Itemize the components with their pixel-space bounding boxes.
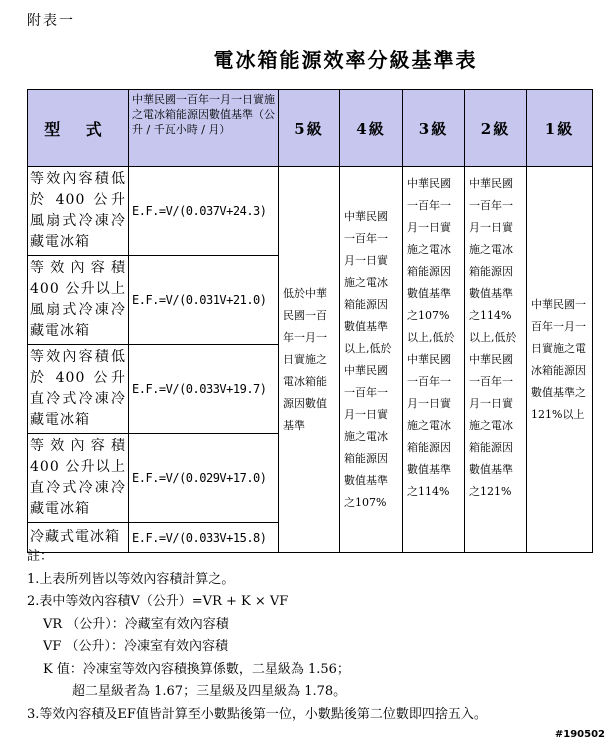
- row-formula: E.F.=V/(0.033V+15.8): [129, 523, 279, 553]
- row-formula: E.F.=V/(0.033V+19.7): [129, 345, 279, 434]
- grade-5-criteria: 低於中華民國一百年一月一日實施之電冰箱能源因數值基準: [279, 167, 340, 553]
- grade-4-criteria: 中華民國一百年一月一日實施之電冰箱能源因數值基準以上,低於中華民國一百年一月一日實施之電冰箱能源因數值基準之107%: [340, 167, 403, 553]
- grade-1-criteria: 中華民國一百年一月一日實施之電冰箱能源因數值基準之121%以上: [527, 167, 593, 553]
- note-1: 1.上表所列皆以等效內容積計算之。: [27, 571, 235, 587]
- grade-2-criteria: 中華民國一百年一月一日實施之電冰箱能源因數值基準之114%以上,低於中華民國一百年一月一日實施之電冰箱能源因數值基準之121%: [465, 167, 527, 553]
- header-grade-3: 3級: [403, 90, 465, 167]
- document-id-tag: #190502: [554, 729, 605, 740]
- note-vf: VF （公升）：冷凍室有效內容積: [43, 639, 229, 654]
- header-type: 型 式: [28, 90, 129, 167]
- table-row: [28, 167, 593, 256]
- row-formula: E.F.=V/(0.037V+24.3): [129, 167, 279, 256]
- annex-label: 附表一: [27, 13, 75, 29]
- efficiency-table: [27, 89, 593, 553]
- row-label: 等效內容積400 公升以上直冷式冷凍冷藏電冰箱: [28, 434, 129, 523]
- row-label: 等效內容積400 公升以上風扇式冷凍冷藏電冰箱: [28, 256, 129, 345]
- note-3: 3.等效內容積及EF值皆計算至小數點後第一位，小數點後第二位數即四捨五入。: [27, 706, 487, 722]
- table-header-row: [28, 90, 593, 167]
- note-k-value: K 值：冷凍室等效內容積換算係數，二星級為 1.56；: [43, 661, 350, 677]
- header-base: 中華民國一百年一月一日實施之電冰箱能源因數值基準（公升 / 千瓦小時 / 月）: [129, 90, 279, 167]
- note-vr: VR （公升）：冷藏室有效內容積: [43, 616, 229, 632]
- row-formula: E.F.=V/(0.031V+21.0): [129, 256, 279, 345]
- page-title: 電冰箱能源效率分級基準表: [213, 48, 478, 72]
- row-label: 等效內容積低於 400 公升直冷式冷凍冷藏電冰箱: [28, 345, 129, 434]
- header-grade-2: 2級: [465, 90, 527, 167]
- header-grade-5: 5級: [279, 90, 340, 167]
- note-2: 2.表中等效內容積V（公升）=VR + K × VF: [27, 594, 289, 609]
- header-grade-4: 4級: [340, 90, 403, 167]
- header-grade-1: 1級: [527, 90, 593, 167]
- row-label: 等效內容積低於 400 公升風扇式冷凍冷藏電冰箱: [28, 167, 129, 256]
- row-formula: E.F.=V/(0.029V+17.0): [129, 434, 279, 523]
- note-k-value-cont: 超二星級者為 1.67；三星級及四星級為 1.78。: [72, 684, 347, 699]
- notes-heading: 註：: [27, 549, 54, 564]
- grade-3-criteria: 中華民國一百年一月一日實施之電冰箱能源因數值基準之107%以上,低於中華民國一百年一月一日實施之電冰箱能源因數值基準之114%: [403, 167, 465, 553]
- notes-section: [27, 546, 487, 726]
- row-label: 冷藏式電冰箱: [28, 523, 129, 553]
